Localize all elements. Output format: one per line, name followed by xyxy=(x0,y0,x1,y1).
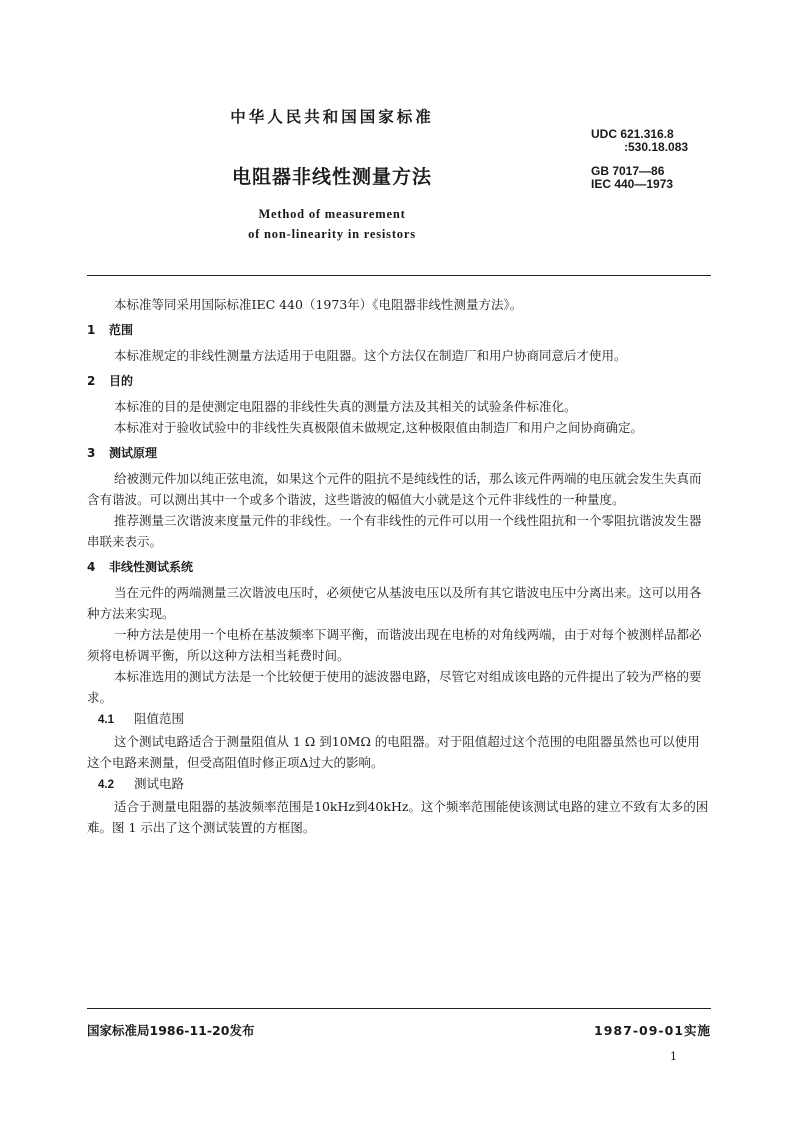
section-number: 1 xyxy=(87,323,96,337)
national-standard-heading: 中华人民共和国国家标准 xyxy=(230,108,434,126)
section-2-heading xyxy=(87,371,711,392)
issue-date: 国家标准局1986-11-20发布 xyxy=(87,1023,255,1038)
intro-paragraph: 本标准等同采用国际标准IEC 440（1973年）《电阻器非线性测量方法》。 xyxy=(114,297,523,312)
effective-date: 1987-09-01实施 xyxy=(594,1023,711,1038)
section-3-paragraph-1: 给被测元件加以纯正弦电流，如果这个元件的阻抗不是纯线性的话，那么该元件两端的电压就会发生失真而含有谐波。可以测出其中一个或多个谐波，这些谐波的幅值大小就是这个元件非线性的一种量度。 xyxy=(87,471,702,507)
udc-code-continued: :530.18.083 xyxy=(624,140,689,154)
section-number: 4.1 xyxy=(98,714,114,726)
section-number: 2 xyxy=(87,374,96,388)
header-divider xyxy=(87,275,711,276)
iec-code: IEC 440—1973 xyxy=(591,177,674,191)
section-4-1-paragraph-1: 这个测试电路适合于测量阻值从 1 Ω 到10MΩ 的电阻器。对于阻值超过这个范围的电阻器虽然也可以使用这个电路来测量，但受高阻值时修正项Δ过大的影响。 xyxy=(87,734,700,770)
gb-code: GB 7017—86 xyxy=(591,164,665,178)
section-title: 目的 xyxy=(109,374,134,388)
section-3-heading xyxy=(87,443,711,464)
section-number: 4.2 xyxy=(98,779,114,791)
section-1-heading xyxy=(87,320,711,341)
section-4-2-heading xyxy=(98,773,711,796)
section-number: 3 xyxy=(87,446,96,460)
page-number: 1 xyxy=(670,1050,677,1063)
udc-code: UDC 621.316.8 xyxy=(591,127,674,141)
section-title: 测试原理 xyxy=(109,446,158,460)
english-title-line-1: Method of measurement xyxy=(258,207,406,221)
classification-codes xyxy=(591,128,688,191)
section-title: 非线性测试系统 xyxy=(109,560,194,574)
section-4-2-paragraph-1: 适合于测量电阻器的基波频率范围是10kHz到40kHz。这个频率范围能使该测试电路的建立不致有太多的困难。图 1 示出了这个测试装置的方框图。 xyxy=(87,799,709,835)
section-3-paragraph-2: 推荐测量三次谐波来度量元件的非线性。一个有非线性的元件可以用一个线性阻抗和一个零阻抗谐波发生器串联来表示。 xyxy=(87,513,702,549)
section-title: 阻值范围 xyxy=(134,711,185,726)
footer-divider xyxy=(87,1008,711,1009)
section-4-paragraph-3: 本标准选用的测试方法是一个比较便于使用的滤波器电路，尽管它对组成该电路的元件提出了较为严格的要求。 xyxy=(87,669,702,705)
section-2-paragraph-2: 本标准对于验收试验中的非线性失真极限值未做规定,这种极限值由制造厂和用户之间协商确定。 xyxy=(114,420,643,435)
section-number: 4 xyxy=(87,560,96,574)
document-body xyxy=(87,294,711,838)
section-title: 测试电路 xyxy=(134,776,185,791)
section-1-paragraph-1: 本标准规定的非线性测量方法适用于电阻器。这个方法仅在制造厂和用户协商同意后才使用。 xyxy=(114,348,627,363)
section-4-paragraph-2: 一种方法是使用一个电桥在基波频率下调平衡，而谐波出现在电桥的对角线两端，由于对每个被测样品都必须将电桥调平衡，所以这种方法相当耗费时间。 xyxy=(87,627,702,663)
section-4-1-heading xyxy=(98,708,711,731)
section-4-heading xyxy=(87,557,711,578)
section-4-paragraph-1: 当在元件的两端测量三次谐波电压时，必须使它从基波电压以及所有其它谐波电压中分离出来。这可以用各种方法来实现。 xyxy=(87,585,702,621)
section-2-paragraph-1: 本标准的目的是使测定电阻器的非线性失真的测量方法及其相关的试验条件标准化。 xyxy=(114,399,577,414)
english-title-line-2: of non-linearity in resistors xyxy=(248,227,416,241)
section-title: 范围 xyxy=(109,323,134,337)
document-title: 电阻器非线性测量方法 xyxy=(231,166,432,188)
